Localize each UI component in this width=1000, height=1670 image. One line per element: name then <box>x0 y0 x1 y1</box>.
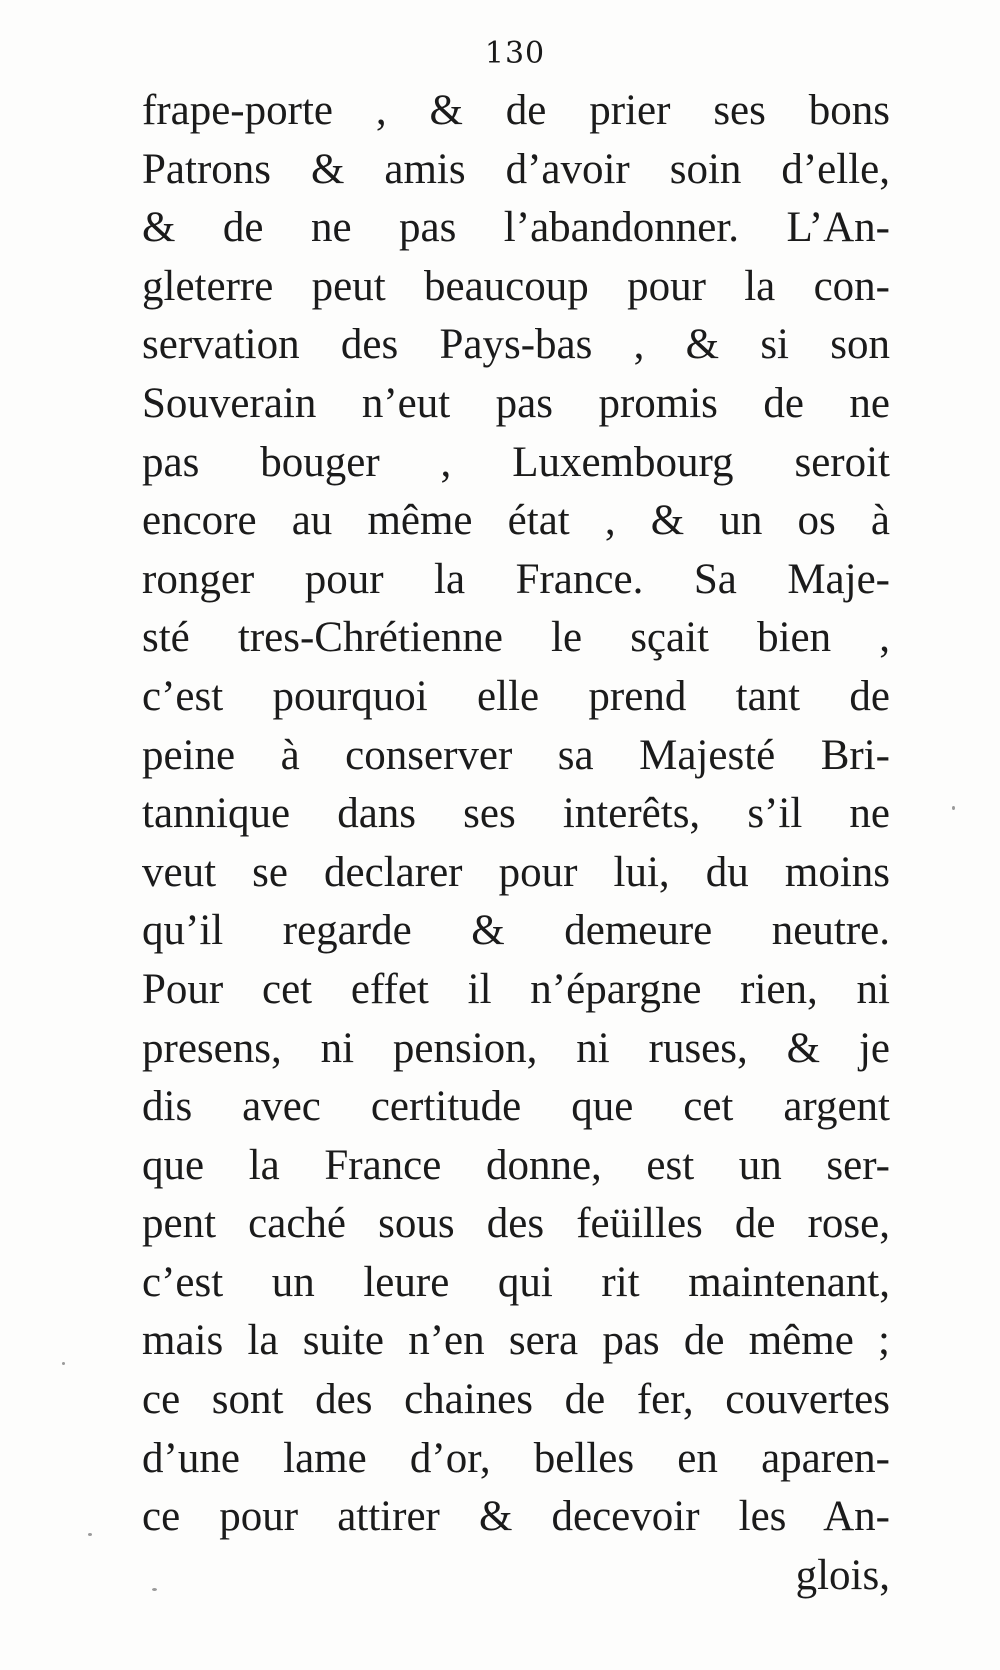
text-line: servation des Pays-bas , & si son <box>142 321 890 369</box>
text-line: sté tres-Chrétienne le sçait bien , <box>142 614 890 662</box>
text-line: encore au même état , & un os à <box>142 497 890 545</box>
text-line: frape-porte , & de prier ses bons <box>142 87 890 134</box>
text-line: c’est pourquoi elle prend tant de <box>142 672 890 720</box>
text-line: tannique dans ses interêts, s’il ne <box>142 790 890 838</box>
text-line: c’est un leure qui rit maintenant, <box>142 1258 890 1306</box>
text-line: peine à conserver sa Majesté Bri- <box>142 731 890 779</box>
text-line: gleterre peut beaucoup pour la con- <box>142 262 890 310</box>
paper-speck <box>152 1588 157 1591</box>
body-text <box>142 82 890 1605</box>
paper-speck <box>952 806 955 810</box>
text-line: glois, <box>795 1551 890 1599</box>
text-line: pas bouger , Luxembourg seroit <box>142 438 890 486</box>
text-line: que la France donne, est un ser- <box>142 1141 890 1189</box>
text-line: Pour cet effet il n’épargne rien, ni <box>142 965 890 1013</box>
text-line: veut se declarer pour lui, du moins <box>142 848 890 896</box>
text-line: ronger pour la France. Sa Maje- <box>142 555 890 603</box>
text-line: d’une lame d’or, belles en aparen- <box>142 1434 890 1482</box>
text-line: qu’il regarde & demeure neutre. <box>142 907 890 955</box>
text-line: pent caché sous des feüilles de rose, <box>142 1200 890 1248</box>
text-line: dis avec certitude que cet argent <box>142 1083 890 1131</box>
text-line: ce sont des chaines de fer, couvertes <box>142 1376 890 1424</box>
text-line: presens, ni pension, ni ruses, & je <box>142 1024 890 1072</box>
text-line: & de ne pas l’abandonner. L’An- <box>142 204 890 252</box>
paper-speck <box>88 1533 92 1536</box>
text-line: mais la suite n’en sera pas de même ; <box>142 1317 890 1365</box>
text-line: Souverain n’eut pas promis de ne <box>142 379 890 427</box>
page-number: 130 <box>484 36 546 71</box>
text-line: ce pour attirer & decevoir les An- <box>142 1493 890 1541</box>
text-line: Patrons & amis d’avoir soin d’elle, <box>142 145 890 193</box>
paper-speck <box>62 1362 65 1365</box>
